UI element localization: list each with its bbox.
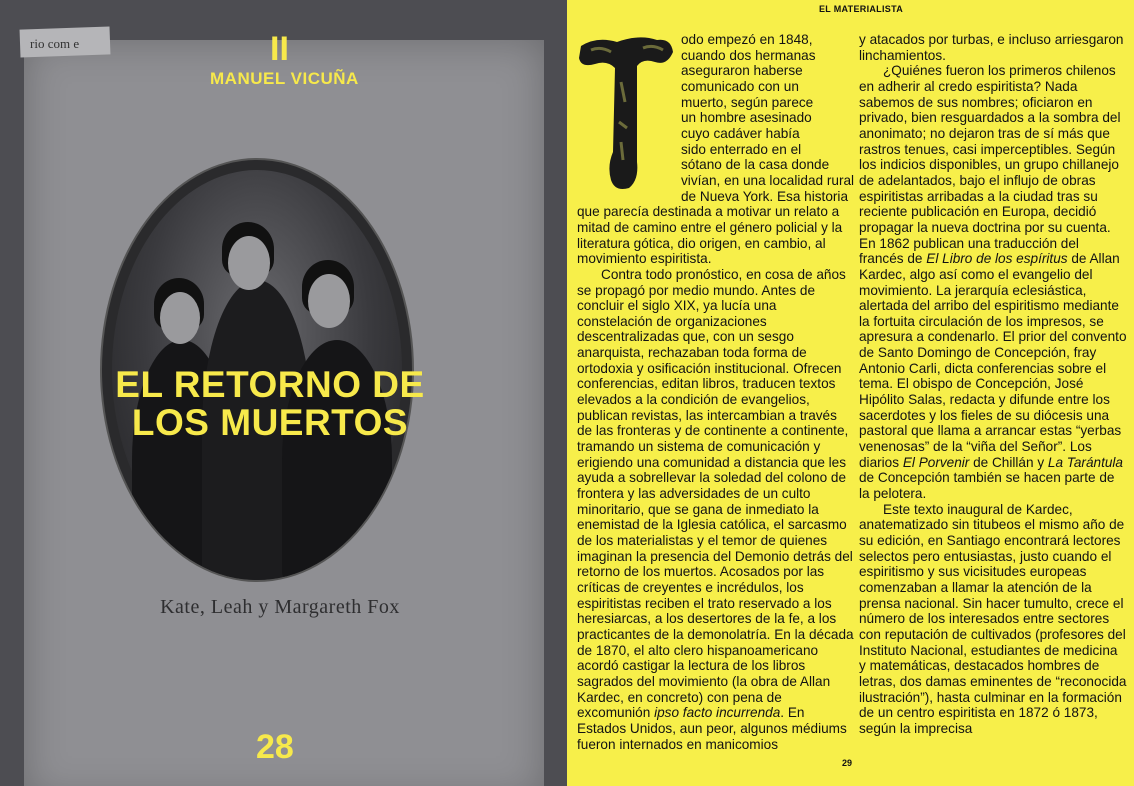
opening-line-4: comunicado con un xyxy=(681,78,799,94)
paragraph-2-end: . En Estados Unidos, aun peor, algunos médiums fueron internados en manicomios xyxy=(577,705,847,752)
column2-paragraph-3: Este texto inaugural de Kardec, anatematizado sin titubeos el mismo año de su edición, en Santiago encontrará lectores selectos pero entusiastas, justo cuando el espiritismo y sus vicisitudes europeas comenzaban a llamar la atención de la prensa nacional. Sin hacer tumulto, crece el número de los interesados entre sectores con reputación de cultivados (profesores del Instituto Nacional, estudiantes de medicina y matemáticas, destacados hombres de letras, dos damas eminentes de “reconocida ilustración”), hasta culminar en la formación de un centro espiritista en 1872 ó 1873, según la imprecisa xyxy=(859,501,1127,736)
column2-paragraph-2 xyxy=(859,63,1127,501)
face-left xyxy=(160,292,200,344)
column1-paragraph-2 xyxy=(577,267,855,752)
paragraph-2-text: Contra todo pronóstico, en cosa de años se propagó por medio mundo. Antes de concluir el siglo XIX, ya lucía una constelación de organizaciones descentralizadas que, con un sesgo anarquista, rechazaban toda forma de ortodoxia y osificación institucional. Ofrecen conferencias, editan libros, traducen textos elevados a la condición de evangelios, publican revistas, las intercambian a través de las fronteras y de continente a continente, tramando un sistema de comunicación y erigiendo una comunidad a distancia que les ayuda a sobrellevar la soledad del colono de frontera y las adversidades de un culto minoritario, que se gana de inmediato la enemistad de la Iglesia católica, el sarcasmo de los materialistas y el temor de quienes imaginan la presencia del Demonio detrás del retorno de los muertos. Acosados por las críticas de creyentes e incrédulos, los espiritistas reciben el trato reservado a los heresiarcas, a los desertores de la fe, a los practicantes de la demonolatría. En la década de 1870, el alto clero hispanoamericano acordó castigar la lectura de los libros sagrados del movimiento (la obra de Allan Kardec, en concreto) con pena de excomunión xyxy=(577,266,854,721)
author-name: MANUEL VICUÑA xyxy=(210,69,359,88)
torn-fragment-text: rio com e xyxy=(30,36,80,51)
title-line-1: EL RETORNO DE xyxy=(115,364,425,405)
dropcap-t-icon xyxy=(577,32,675,192)
face-center xyxy=(228,236,270,290)
opening-line-9: sótano de la casa xyxy=(681,157,788,173)
text-column-1 xyxy=(577,32,855,752)
face-right xyxy=(308,274,350,328)
article-title xyxy=(100,366,440,442)
section-numeral: II xyxy=(270,30,289,68)
opening-line-2: cuando dos hermanas xyxy=(681,47,816,63)
opening-line-6: un hombre asesinado xyxy=(681,110,812,126)
opening-line-7: cuyo cadáver había xyxy=(681,125,800,141)
latin-phrase: ipso facto incurrenda xyxy=(654,705,781,721)
column2-paragraph-1: y atacados por turbas, e incluso arriesgaron linchamientos. xyxy=(859,32,1124,63)
newspaper-title-1: El Porvenir xyxy=(902,454,970,470)
paragraph-text-b: de Allan Kardec, algo así como el evangelio del movimiento. La jerarquía eclesiástica, alertada del arribo del espiritismo mediante la fortuita circulación de los impresos, se apresura a condenarlo. El prior del convento de Santo Domingo de Concepción, fray Antonio Carli, dicta conferencias sobre el tema. El obispo de Concepción, José Hipólito Salas, redacta y difunde entre los sacerdotes y los fieles de su diócesis una pastoral que llama a arrancar estas “yerbas venenosas” de la “viña del Señor”. Los diarios xyxy=(859,251,1127,470)
photo-caption: Kate, Leah y Margareth Fox xyxy=(160,596,400,618)
paragraph-text-a: ¿Quiénes fueron los primeros chilenos en adherir al credo espiritista? Nada sabemos de sus nombres; oficiaron en privado, bien resguardados a la sombra del anonimato; no dejaron tras de sí más que rastros tenues, casi imperceptibles. Según los indicios disponibles, un grupo chillanejo de adelantados, bajo el influjo de obras espiritistas arribadas a la ciudad tras su reciente publicación en Europa, decidió propagar la nueva doctrina por su cuenta. En 1862 publican una traducción del francés de xyxy=(859,63,1121,267)
opening-line-3: aseguraron haberse xyxy=(681,63,803,79)
page-number-right: 29 xyxy=(842,758,853,768)
book-title: El Libro de los espíritus xyxy=(926,251,1068,267)
text-column-2 xyxy=(859,32,1127,737)
paragraph-text-d: de Concepción también se hacen parte de la pelotera. xyxy=(859,470,1115,502)
opening-line-8: sido enterrado en el xyxy=(681,141,802,157)
right-page xyxy=(567,0,1134,786)
title-line-2: LOS MUERTOS xyxy=(131,402,409,443)
newspaper-title-2: La Tarántula xyxy=(1047,454,1123,470)
page-number-left: 28 xyxy=(256,728,294,766)
opening-line-1: odo empezó en 1848, xyxy=(681,32,813,47)
paragraph-text-c: de Chillán y xyxy=(969,454,1048,470)
opening-line-5: muerto, según parece xyxy=(681,94,814,110)
running-head: EL MATERIALISTA xyxy=(819,4,903,14)
paragraph-1-rest: donde vivían, en una localidad rural de Nueva York. Esa historia que parecía destinada a motivar un relato a mitad de camino entre el género policial y la literatura gótica, dio origen, en cambio, al movimiento espiritista. xyxy=(577,157,855,267)
